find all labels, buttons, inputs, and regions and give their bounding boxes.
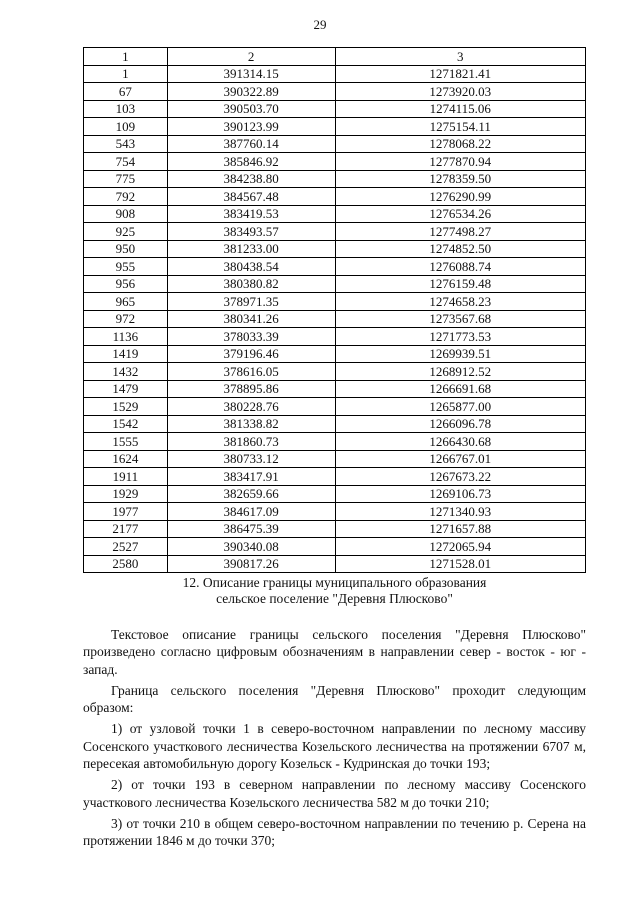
cell-y-coordinate: 1265877.00	[335, 398, 586, 416]
paragraph: Граница сельского поселения "Деревня Плюсково" проходит следующим образом:	[83, 682, 586, 716]
table-row	[84, 205, 586, 223]
table-row	[84, 328, 586, 346]
section-title-line-2: сельское поселение "Деревня Плюсково"	[216, 591, 453, 606]
cell-x-coordinate: 379196.46	[167, 345, 335, 363]
cell-y-coordinate: 1273920.03	[335, 83, 586, 101]
cell-y-coordinate: 1269106.73	[335, 485, 586, 503]
coordinates-table-body	[84, 65, 586, 573]
cell-point-number: 754	[84, 153, 168, 171]
column-header-y: 3	[335, 48, 586, 66]
table-row	[84, 223, 586, 241]
cell-point-number: 956	[84, 275, 168, 293]
column-header-point: 1	[84, 48, 168, 66]
cell-x-coordinate: 383419.53	[167, 205, 335, 223]
column-header-x: 2	[167, 48, 335, 66]
cell-y-coordinate: 1276159.48	[335, 275, 586, 293]
coordinates-table	[83, 47, 586, 573]
cell-x-coordinate: 380228.76	[167, 398, 335, 416]
cell-point-number: 67	[84, 83, 168, 101]
table-row	[84, 310, 586, 328]
cell-y-coordinate: 1271821.41	[335, 65, 586, 83]
cell-y-coordinate: 1267673.22	[335, 468, 586, 486]
cell-x-coordinate: 383493.57	[167, 223, 335, 241]
table-row	[84, 153, 586, 171]
table-row	[84, 275, 586, 293]
cell-point-number: 1624	[84, 450, 168, 468]
cell-y-coordinate: 1266691.68	[335, 380, 586, 398]
cell-y-coordinate: 1266430.68	[335, 433, 586, 451]
cell-y-coordinate: 1277870.94	[335, 153, 586, 171]
cell-point-number: 955	[84, 258, 168, 276]
boundary-description	[83, 626, 586, 854]
cell-point-number: 1911	[84, 468, 168, 486]
cell-x-coordinate: 384617.09	[167, 503, 335, 521]
cell-point-number: 2177	[84, 520, 168, 538]
section-title-line-1: 12. Описание границы муниципального образования	[182, 575, 487, 590]
cell-x-coordinate: 380380.82	[167, 275, 335, 293]
table-row	[84, 450, 586, 468]
table-row	[84, 293, 586, 311]
paragraph: 1) от узловой точки 1 в северо-восточном направлении по лесному массиву Сосенского участкового лесничества Козельского лесничества на протяжении 6707 м, пересекая автомобильную дорогу Козельск - Кудринская до точки 193;	[83, 721, 586, 772]
cell-x-coordinate: 385846.92	[167, 153, 335, 171]
page-number: 29	[313, 17, 327, 32]
cell-x-coordinate: 378895.86	[167, 380, 335, 398]
cell-y-coordinate: 1266767.01	[335, 450, 586, 468]
table-row	[84, 188, 586, 206]
cell-point-number: 792	[84, 188, 168, 206]
table-row	[84, 345, 586, 363]
cell-x-coordinate: 381338.82	[167, 415, 335, 433]
cell-y-coordinate: 1278359.50	[335, 170, 586, 188]
cell-y-coordinate: 1271657.88	[335, 520, 586, 538]
cell-x-coordinate: 380438.54	[167, 258, 335, 276]
table-row	[84, 135, 586, 153]
cell-y-coordinate: 1276088.74	[335, 258, 586, 276]
cell-x-coordinate: 381233.00	[167, 240, 335, 258]
cell-y-coordinate: 1277498.27	[335, 223, 586, 241]
cell-point-number: 1419	[84, 345, 168, 363]
table-row	[84, 555, 586, 573]
cell-y-coordinate: 1271528.01	[335, 555, 586, 573]
table-row	[84, 100, 586, 118]
cell-x-coordinate: 382659.66	[167, 485, 335, 503]
cell-x-coordinate: 390322.89	[167, 83, 335, 101]
table-row	[84, 538, 586, 556]
section-title	[83, 575, 586, 607]
cell-x-coordinate: 383417.91	[167, 468, 335, 486]
cell-point-number: 1136	[84, 328, 168, 346]
table-row	[84, 258, 586, 276]
cell-point-number: 972	[84, 310, 168, 328]
cell-y-coordinate: 1275154.11	[335, 118, 586, 136]
cell-point-number: 543	[84, 135, 168, 153]
cell-y-coordinate: 1278068.22	[335, 135, 586, 153]
cell-point-number: 1529	[84, 398, 168, 416]
cell-point-number: 950	[84, 240, 168, 258]
table-row	[84, 485, 586, 503]
table-row	[84, 363, 586, 381]
cell-x-coordinate: 380341.26	[167, 310, 335, 328]
table-row	[84, 65, 586, 83]
cell-point-number: 1	[84, 65, 168, 83]
table-row	[84, 118, 586, 136]
table-row	[84, 503, 586, 521]
table-row	[84, 380, 586, 398]
cell-x-coordinate: 381860.73	[167, 433, 335, 451]
cell-x-coordinate: 390123.99	[167, 118, 335, 136]
cell-point-number: 908	[84, 205, 168, 223]
cell-point-number: 1479	[84, 380, 168, 398]
table-row	[84, 468, 586, 486]
cell-x-coordinate: 380733.12	[167, 450, 335, 468]
cell-x-coordinate: 390817.26	[167, 555, 335, 573]
cell-point-number: 2580	[84, 555, 168, 573]
cell-point-number: 1542	[84, 415, 168, 433]
table-row	[84, 240, 586, 258]
table-row	[84, 520, 586, 538]
cell-point-number: 925	[84, 223, 168, 241]
table-header-row	[84, 48, 586, 66]
cell-point-number: 775	[84, 170, 168, 188]
cell-x-coordinate: 390503.70	[167, 100, 335, 118]
table-row	[84, 398, 586, 416]
cell-y-coordinate: 1274658.23	[335, 293, 586, 311]
cell-point-number: 1929	[84, 485, 168, 503]
cell-x-coordinate: 378971.35	[167, 293, 335, 311]
table-row	[84, 433, 586, 451]
cell-y-coordinate: 1274852.50	[335, 240, 586, 258]
cell-y-coordinate: 1269939.51	[335, 345, 586, 363]
cell-point-number: 1555	[84, 433, 168, 451]
cell-x-coordinate: 391314.15	[167, 65, 335, 83]
cell-y-coordinate: 1271340.93	[335, 503, 586, 521]
cell-x-coordinate: 378033.39	[167, 328, 335, 346]
table-row	[84, 415, 586, 433]
cell-point-number: 1432	[84, 363, 168, 381]
cell-y-coordinate: 1276290.99	[335, 188, 586, 206]
cell-x-coordinate: 384567.48	[167, 188, 335, 206]
paragraph: 3) от точки 210 в общем северо-восточном направлении по течению р. Серена на протяжении 1846 м до точки 370;	[83, 815, 586, 849]
cell-y-coordinate: 1274115.06	[335, 100, 586, 118]
cell-point-number: 103	[84, 100, 168, 118]
cell-point-number: 965	[84, 293, 168, 311]
cell-x-coordinate: 390340.08	[167, 538, 335, 556]
cell-y-coordinate: 1272065.94	[335, 538, 586, 556]
cell-y-coordinate: 1266096.78	[335, 415, 586, 433]
cell-point-number: 109	[84, 118, 168, 136]
paragraph: 2) от точки 193 в северном направлении по лесному массиву Сосенского участкового лесничества Козельского лесничества 582 м до точки 210;	[83, 777, 586, 810]
cell-x-coordinate: 378616.05	[167, 363, 335, 381]
cell-x-coordinate: 387760.14	[167, 135, 335, 153]
table-row	[84, 170, 586, 188]
paragraph: Текстовое описание границы сельского поселения "Деревня Плюсково" произведено согласно цифровым обозначениям в направлении север - восток - юг - запад.	[83, 627, 586, 677]
cell-y-coordinate: 1271773.53	[335, 328, 586, 346]
cell-y-coordinate: 1268912.52	[335, 363, 586, 381]
cell-y-coordinate: 1276534.26	[335, 205, 586, 223]
cell-point-number: 2527	[84, 538, 168, 556]
table-row	[84, 83, 586, 101]
cell-point-number: 1977	[84, 503, 168, 521]
cell-x-coordinate: 384238.80	[167, 170, 335, 188]
cell-y-coordinate: 1273567.68	[335, 310, 586, 328]
cell-x-coordinate: 386475.39	[167, 520, 335, 538]
